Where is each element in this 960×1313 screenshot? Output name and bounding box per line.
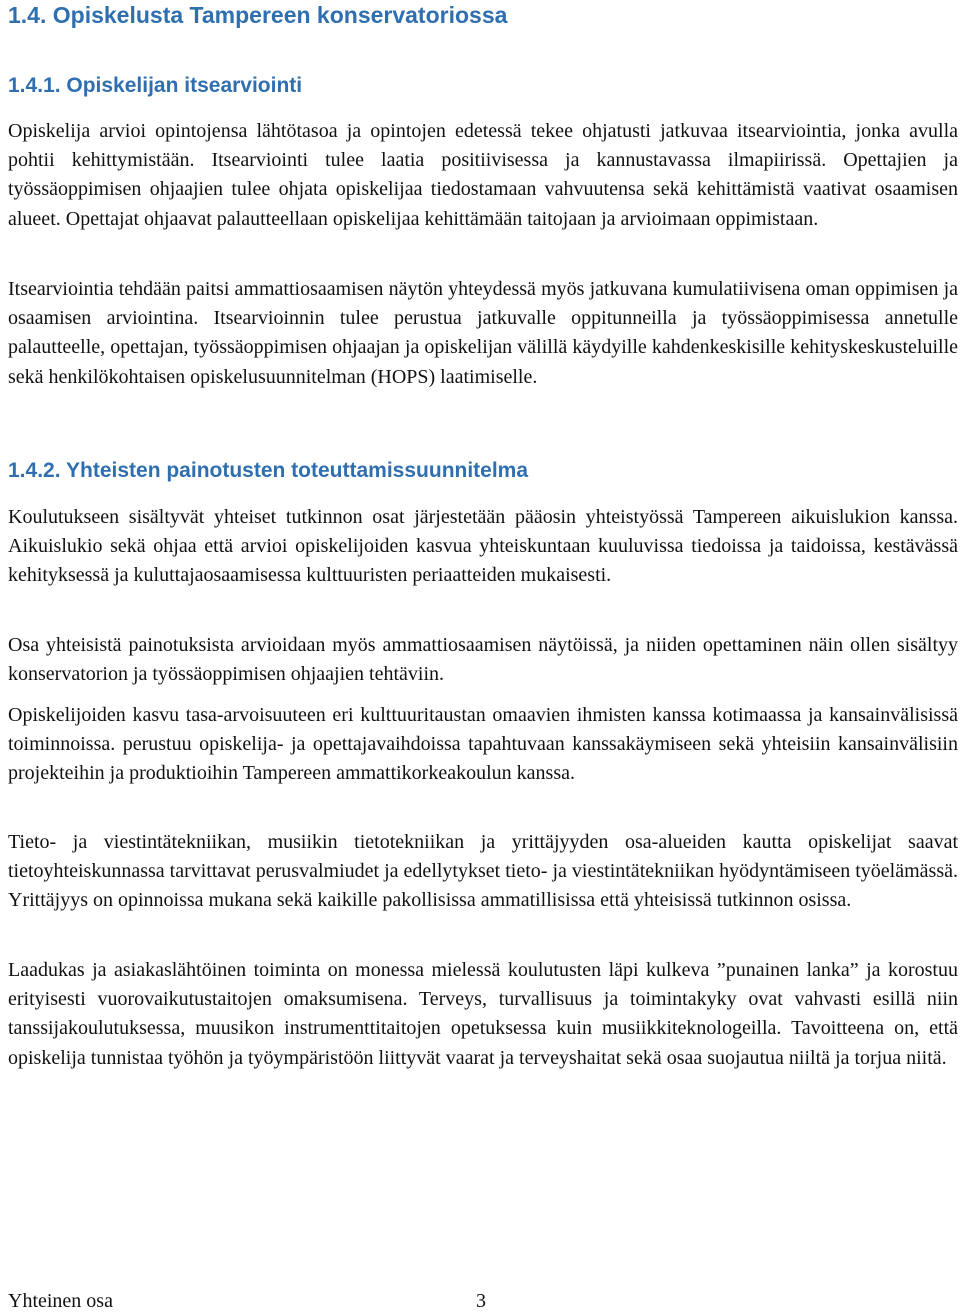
subsection-heading-self-assessment: 1.4.1. Opiskelijan itsearviointi — [8, 74, 303, 97]
paragraph: Opiskelija arvioi opintojensa lähtötasoa ja opintojen edetessä tekee ohjatusti jatkuvaa itsearviointia, jonka avulla pohtii kehittymistään. Itsearviointi tulee laatia positiivisessa ja kannustavassa ilmapiirissä. Opettajien ja työssäoppimisen ohjaajien tulee ohjata opiskelijaa tiedostamaan vahvuutensa sekä kehittämistä vaativat osaamisen alueet. Opettajat ohjaavat palautteellaan opiskelijaa kehittämään taitojaan ja arvioimaan oppimistaan. — [8, 120, 958, 230]
paragraph: Osa yhteisistä painotuksista arvioidaan myös ammattiosaamisen näytöissä, ja niiden opettaminen näin ollen sisältyy konservatorion ja työssäoppimisen ohjaajien tehtäviin. — [8, 634, 958, 686]
page-number: 3 — [476, 1290, 486, 1312]
paragraph: Opiskelijoiden kasvu tasa-arvoisuuteen eri kulttuuritaustan omaavien ihmisten kanssa kotimaassa ja kansainvälisissä toiminnoissa. perustuu opiskelija- ja opettajavaihdoissa tapahtuvaan kanssakäymiseen sekä yhteisiin kansainvälisiin projekteihin ja produktioihin Tampereen ammattikorkeakoulun kanssa. — [8, 704, 958, 785]
paragraph: Itsearviointia tehdään paitsi ammattiosaamisen näytön yhteydessä myös jatkuvana kumulatiivisena oman oppimisen ja osaamisen arviointina. Itsearvioinnin tulee perustua jatkuvalle oppitunneilla ja työssäoppimisessa annetulle palautteelle, opettajan, työssäoppimisen ohjaajan ja opiskelijan välillä käydyille kahdenkeskisille kehityskeskusteluille sekä henkilökohtaisen opiskelusuunnitelman (HOPS) laatimiselle. — [8, 278, 958, 388]
footer-section-name: Yhteinen osa — [8, 1290, 113, 1312]
paragraph: Tieto- ja viestintätekniikan, musiikin tietotekniikan ja yrittäjyyden osa-alueiden kautta opiskelijat saavat tietoyhteiskunnassa tarvittavat perusvalmiudet ja edellytykset tieto- ja viestintätekniikan hyödyntämiseen työelämässä. Yrittäjyys on opinnoissa mukana sekä kaikille pakollisissa ammatillisissa että yhteisissä tutkinnon osissa. — [8, 831, 958, 912]
section-heading: 1.4. Opiskelusta Tampereen konservatoriossa — [8, 2, 508, 28]
paragraph: Koulutukseen sisältyvät yhteiset tutkinnon osat järjestetään pääosin yhteistyössä Tampereen aikuislukion kanssa. Aikuislukio sekä ohjaa että arvioi opiskelijoiden kasvua yhteiskuntaan kuuluvissa tiedoissa ja taidoissa, kestävässä kehityksessä ja kuluttajaosaamisessa kulttuuristen periaatteiden mukaisesti. — [8, 506, 958, 587]
paragraph: Laadukas ja asiakaslähtöinen toiminta on monessa mielessä koulutusten läpi kulkeva ”punainen lanka” ja korostuu erityisesti vuorovaikutustaitojen omaksumisena. Terveys, turvallisuus ja toimintakyky ovat vahvasti esillä niin tanssijakoulutuksessa, muusikon instrumenttitaitojen opetuksessa kuin musiikkiteknologeilla. Tavoitteena on, että opiskelija tunnistaa työhön ja työympäristöön liittyvät vaarat ja terveyshaitat sekä osaa suojautua niiltä ja torjua niitä. — [8, 959, 958, 1069]
subsection-heading-implementation-plan: 1.4.2. Yhteisten painotusten toteuttamissuunnitelma — [8, 459, 529, 482]
